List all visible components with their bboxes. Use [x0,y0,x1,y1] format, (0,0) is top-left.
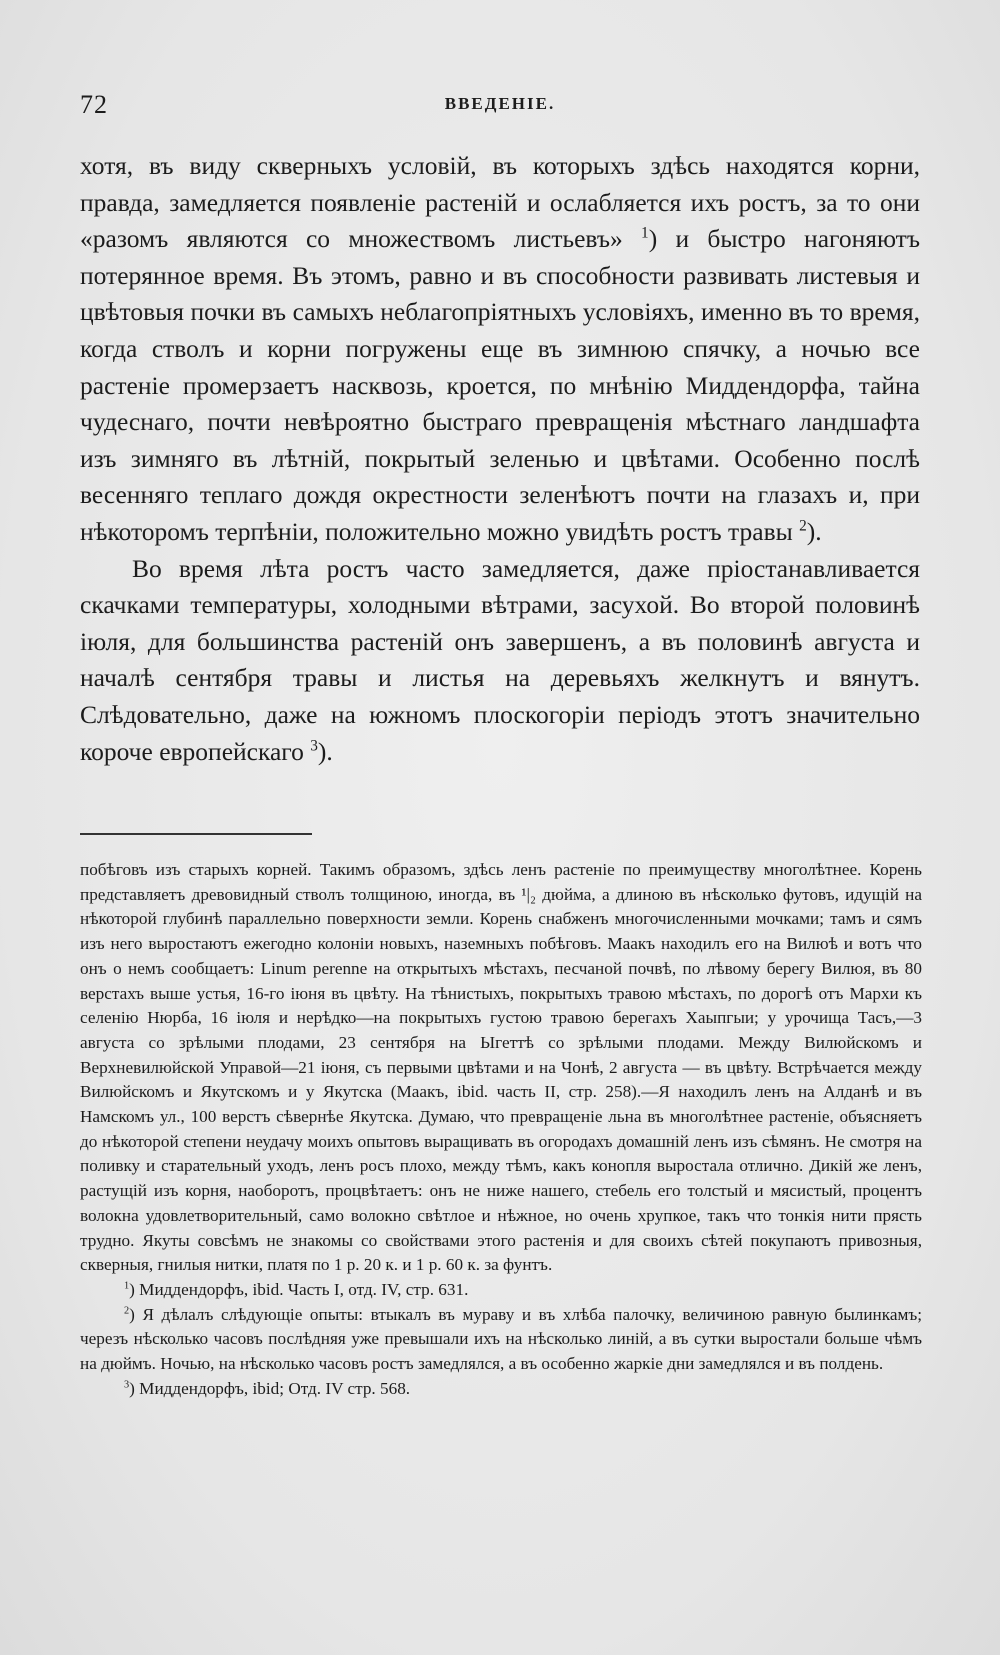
footnote-3-text: ) Миддендорфъ, ibid; Отд. IV стр. 568. [129,1378,411,1398]
paragraph-1-text-c: ). [806,516,822,546]
paragraph-1 [80,148,920,551]
footnote-1-mark: 1 [124,1280,130,1292]
footnote-divider [80,833,312,835]
footnote-3-mark: 3 [124,1379,130,1391]
footnote-2-mark: 2 [124,1304,130,1316]
footnote-2-text: ) Я дѣлалъ слѣдующіе опыты: втыкалъ въ мураву и въ хлѣба палочку, величиною равную былинкамъ; черезъ нѣсколько часовъ послѣдняя уже превышали ихъ на нѣсколько линій, а въ сутки выростали больше чѣмъ на дюймъ. Ночью, на нѣсколько часовъ ростъ замедлялся, а въ особенно жаркіе дни замедлялся и въ полдень. [80,1304,922,1374]
footnotes-block [80,858,922,1401]
footnote-continuation: побѣговъ изъ старыхъ корней. Такимъ образомъ, здѣсь ленъ растеніе по преимуществу многолѣтнее. Корень представляетъ древовидный стволъ толщиною, иногда, въ ¹|₂ дюйма, а длиною въ нѣсколько футовъ, идущій на нѣкоторой глубинѣ параллельно поверхности земли. Корень снабженъ многочисленными мочками; тамъ и сямъ изъ него выростаютъ ежегодно колоніи новыхъ, наземныхъ побѣговъ. Маакъ находилъ его на Вилюѣ и вотъ что онъ о немъ сообщаетъ: Linum perenne на открытыхъ мѣстахъ, песчаной почвѣ, по лѣвому берегу Вилюя, въ 80 верстахъ выше устья, 16-го іюня въ цвѣту. На тѣнистыхъ, покрытыхъ травою мѣстахъ, по дорогѣ отъ Мархи къ селенію Нюрба, 16 іюля и нерѣдко—на покрытыхъ густою травою берегахъ Хаыпгыи; у урочища Тасъ,—3 августа со зрѣлыми плодами, 23 сентября на Ыгеттѣ со зрѣлыми плодами. Между Вилюйскомъ и Верхневилюйской Управой—21 іюня, съ первыми цвѣтами и на Чонѣ, 2 августа — въ цвѣту. Встрѣчается между Вилюйскомъ и Якутскомъ и у Якутска (Маакъ, ibid. часть II, стр. 258).—Я находилъ ленъ на Алданѣ и въ Намскомъ ул., 100 верстъ сѣвернѣе Якутска. Думаю, что превращеніе льна въ многолѣтнее растеніе, объясняетъ до нѣкоторой степени неудачу моихъ опытовъ выращивать въ огородахъ домашній ленъ изъ сѣмянъ. Не смотря на поливку и старательный уходъ, ленъ росъ плохо, между тѣмъ, какъ конопля выростала отлично. Дикій же ленъ, растущій изъ корня, наоборотъ, процвѣтаетъ: онъ не ниже нашего, стебель его толстый и мясистый, процентъ волокна удовлетворительный, само волокно свѣтлое и нѣжное, но очень хрупкое, такъ что тонкія нити прясть трудно. Якуты совсѣмъ не знакомы со свойствами этого растенія и для своихъ сѣтей покупаютъ привозныя, скверныя, гнилыя нитки, платя по 1 р. 20 к. и 1 р. 60 к. за фунтъ. [80,860,922,1275]
main-text [80,148,920,770]
footnote-ref-1: 1 [641,224,649,242]
footnote-ref-2: 2 [799,517,807,535]
paragraph-2-text-b: ). [317,736,333,766]
paragraph-2 [80,551,920,771]
running-title: ВВЕДЕНІЕ. [444,94,556,113]
footnote-ref-3: 3 [310,737,318,754]
footnote-3 [80,1377,922,1402]
paragraph-1-text-a: хотя, въ виду скверныхъ условій, въ которыхъ здѣсь находятся корни, правда, замедляется появленіе растеній и ослабляется ихъ ростъ, за то они «разомъ являются со множествомъ листьевъ» [80,151,920,254]
footnote-2 [80,1303,922,1377]
footnote-1 [80,1278,922,1303]
footnote-1-text: ) Миддендорфъ, ibid. Часть I, отд. IV, стр. 631. [129,1279,469,1299]
page-number: 72 [80,90,108,119]
page-header [80,88,920,128]
paragraph-2-text-a: Во время лѣта ростъ часто замедляется, даже пріостанавливается скачками температуры, холодными вѣтрами, засухой. Во второй половинѣ іюля, для большинства растеній онъ завершенъ, а въ половинѣ августа и началѣ сентября травы и листья на деревьяхъ желкнутъ и вянутъ. Слѣдовательно, даже на южномъ плоскогоріи періодъ этотъ значительно короче европейскаго [80,553,920,766]
paragraph-1-text-b: ) и быстро нагоняютъ потерянное время. Въ этомъ, равно и въ способности развивать листевыя и цвѣтовыя почки въ самыхъ неблагопріятныхъ условіяхъ, именно въ то время, когда стволъ и корни погружены еще въ зимнюю спячку, а ночью все растеніе промерзаетъ насквозь, кроется, по мнѣнію Миддендорфа, тайна чудеснаго, почти невѣроятно быстраго превращенія мѣстнаго ландшафта изъ зимняго въ лѣтній, покрытый зеленью и цвѣтами. Особенно послѣ весенняго теплаго дождя окрестности зеленѣютъ почти на глазахъ и, при нѣкоторомъ терпѣніи, положительно можно увидѣть ростъ травы [80,224,920,546]
